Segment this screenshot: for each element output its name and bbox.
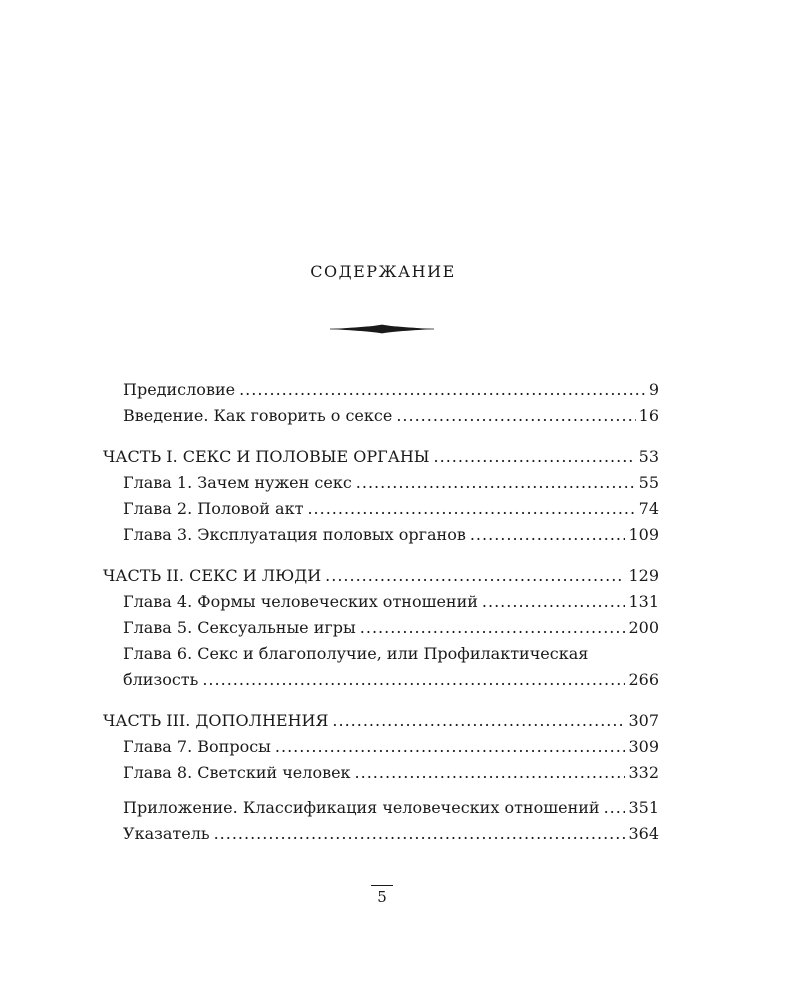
toc-page-number: 266 xyxy=(628,670,659,689)
toc-label: Глава 2. Половой акт xyxy=(123,499,304,518)
toc-leader xyxy=(202,667,625,693)
toc-leader xyxy=(214,821,626,847)
toc-label: Глава 1. Зачем нужен секс xyxy=(123,473,352,492)
toc-label: Указатель xyxy=(123,824,210,843)
toc-page-number: 9 xyxy=(648,380,659,399)
toc-label-line-2: близость xyxy=(123,670,199,689)
toc-page-number: 74 xyxy=(638,499,659,518)
toc-entry-chapter-8[interactable] xyxy=(103,760,659,786)
toc-entry-chapter-6[interactable] xyxy=(103,641,659,693)
toc-page-number: 200 xyxy=(628,618,659,637)
toc-leader xyxy=(275,734,626,760)
toc-label: Глава 8. Светский человек xyxy=(123,763,351,782)
folio-rule xyxy=(371,885,393,886)
toc-entry-chapter-1[interactable] xyxy=(103,470,659,496)
toc-page-number: 332 xyxy=(628,763,659,782)
toc-label: Предисловие xyxy=(123,380,236,399)
ornament-divider xyxy=(330,320,434,338)
toc-label: ЧАСТЬ I. СЕКС И ПОЛОВЫЕ ОРГАНЫ xyxy=(103,447,430,466)
toc-page-number: 129 xyxy=(628,566,659,585)
toc-label: Глава 7. Вопросы xyxy=(123,737,271,756)
toc-leader xyxy=(332,708,625,734)
toc-leader xyxy=(604,795,626,821)
toc-label: Приложение. Классификация человеческих отношений xyxy=(123,798,600,817)
toc-leader xyxy=(356,470,636,496)
toc-label: Глава 4. Формы человеческих отношений xyxy=(123,592,478,611)
table-of-contents xyxy=(103,377,659,847)
toc-label: Введение. Как говорить о сексе xyxy=(123,406,393,425)
toc-entry-appendix[interactable] xyxy=(103,795,659,821)
toc-entry-chapter-7[interactable] xyxy=(103,734,659,760)
toc-page-number: 309 xyxy=(628,737,659,756)
toc-page-number: 55 xyxy=(638,473,659,492)
toc-leader xyxy=(355,760,626,786)
toc-entry-part-2[interactable] xyxy=(103,563,659,589)
toc-entry-part-1[interactable] xyxy=(103,444,659,470)
toc-leader xyxy=(307,496,635,522)
toc-leader xyxy=(482,589,626,615)
toc-label: Глава 5. Сексуальные игры xyxy=(123,618,356,637)
toc-leader xyxy=(325,563,625,589)
toc-page-number: 307 xyxy=(628,711,659,730)
toc-entry-preface[interactable] xyxy=(103,377,659,403)
toc-label-line-1: Глава 6. Секс и благополучие, или Профилактическая xyxy=(123,644,589,663)
toc-leader xyxy=(434,444,636,470)
toc-page-number: 364 xyxy=(628,824,659,843)
toc-page-number: 109 xyxy=(628,525,659,544)
toc-entry-chapter-2[interactable] xyxy=(103,496,659,522)
page-number: 5 xyxy=(377,888,387,906)
toc-label: ЧАСТЬ II. СЕКС И ЛЮДИ xyxy=(103,566,322,585)
toc-leader xyxy=(396,403,635,429)
toc-entry-index[interactable] xyxy=(103,821,659,847)
toc-label: ЧАСТЬ III. ДОПОЛНЕНИЯ xyxy=(103,711,329,730)
toc-entry-part-3[interactable] xyxy=(103,708,659,734)
toc-label: Глава 3. Эксплуатация половых органов xyxy=(123,525,466,544)
toc-entry-chapter-5[interactable] xyxy=(103,615,659,641)
toc-page-number: 53 xyxy=(638,447,659,466)
toc-entry-intro[interactable] xyxy=(103,403,659,429)
toc-page-number: 16 xyxy=(638,406,659,425)
toc-page-number: 351 xyxy=(628,798,659,817)
toc-leader xyxy=(470,522,626,548)
page-title: СОДЕРЖАНИЕ xyxy=(310,262,456,281)
toc-entry-chapter-4[interactable] xyxy=(103,589,659,615)
toc-page-number: 131 xyxy=(628,592,659,611)
toc-leader xyxy=(360,615,626,641)
toc-leader xyxy=(239,377,646,403)
toc-entry-chapter-3[interactable] xyxy=(103,522,659,548)
